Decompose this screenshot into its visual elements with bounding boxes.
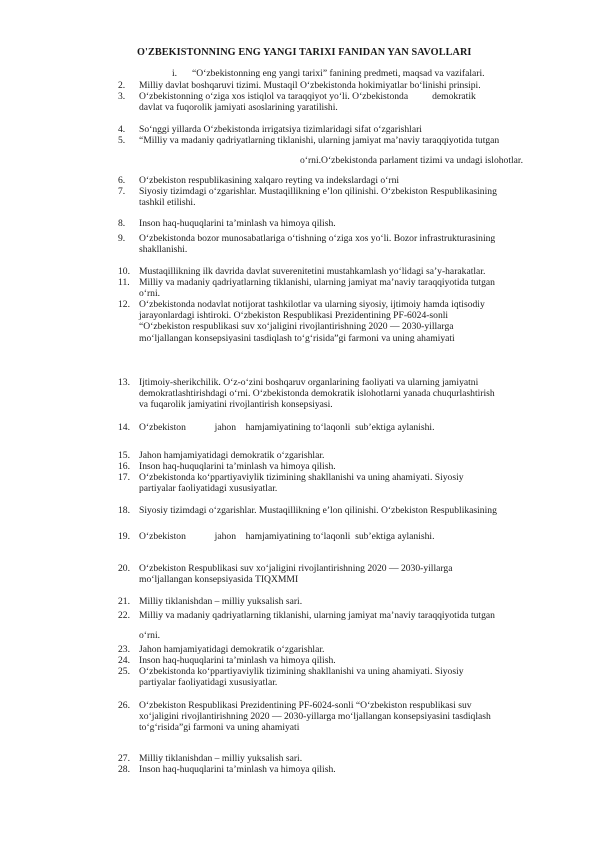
question-text-line: Inson haq-huquqlarini ta’minlash va himoya qilish. <box>139 655 336 666</box>
question-number: 10. <box>118 266 130 277</box>
question-number: 2. <box>118 80 126 91</box>
question-text-line: O‘zbekiston jahon hamjamiyatining to‘laqonli sub’ektiga aylanishi. <box>139 531 435 542</box>
question-text <box>139 764 559 775</box>
question-text <box>139 175 559 186</box>
question-text-line: O‘zbekistonning o‘ziga xos istiqlol va taraqqiyot yo‘li. O‘zbekistonda demokratik <box>139 91 476 102</box>
question-number: 26. <box>118 700 130 711</box>
question-number: 19. <box>118 531 130 542</box>
question-text <box>139 700 559 734</box>
question-text-line: So‘nggi yillarda O‘zbekistonda irrigatsiya tizimlaridagi sifat o‘zgarishlari <box>139 124 422 135</box>
question-number: i. <box>172 68 178 79</box>
question-number: 28. <box>118 764 130 775</box>
question-text-line: mo‘ljallangan konsepsiyasida TIQXMMI <box>139 574 299 586</box>
question-text <box>139 266 559 277</box>
question-number: 6. <box>118 175 126 186</box>
question-text-line: O‘zbekiston respublikasining xalqaro reyting va indekslardagi o‘rni <box>139 175 400 186</box>
question-number: 15. <box>118 450 130 461</box>
question-number: 20. <box>118 563 130 574</box>
question-text-line: jarayonlardagi ishtiroki. O‘zbekiston Respublikasi Prezidentining PF-6024-sonli <box>139 310 449 322</box>
question-number: 14. <box>118 422 130 433</box>
question-text-line: Inson haq-huquqlarini ta’minlash va himoya qilish. <box>139 218 336 229</box>
question-text-line: o‘rni. <box>139 288 161 300</box>
document-title: O'ZBEKISTONNING ENG YANGI TARIXI FANIDAN YAN SAVOLLARI <box>137 47 472 58</box>
question-text-line: partiyalar faoliyatidagi xususiyatlar. <box>139 677 278 689</box>
question-number: 25. <box>118 666 130 677</box>
question-1 <box>172 68 485 79</box>
question-text-line: to‘g‘risida”gi farmoni va uning ahamiyati <box>139 722 300 734</box>
question-number: 18. <box>118 505 130 516</box>
question-text-line: Siyosiy tizimdagi o‘zgarishlar. Mustaqillikning e’lon qilinishi. O‘zbekiston Respublikasining <box>139 186 497 197</box>
question-text <box>139 91 559 113</box>
question-text-line: demokratlashtirishdagi o‘rni. O‘zbekistonda demokratik islohotlarni yanada chuqurlashtirish <box>139 388 495 400</box>
question-text-line: Mustaqillikning ilk davrida davlat suverenitetini mustahkamlash yo‘lidagi sa’y-harakatlar. <box>139 266 486 277</box>
question-text-line: Milliy davlat boshqaruvi tizimi. Mustaqil O‘zbekistonda hokimiyatlar bo‘linishi prinsipi. <box>139 80 481 91</box>
question-number: 7. <box>118 186 126 197</box>
question-text-line: O‘zbekistonda ko‘ppartiyaviylik tizimining shakllanishi va uning ahamiyati. Siyosiy <box>139 472 464 483</box>
question-text <box>139 563 559 585</box>
question-number: 12. <box>118 299 130 310</box>
question-text <box>139 753 559 764</box>
question-text-line: davlat va fuqorolik jamiyati asoslarining yaratilishi. <box>139 102 338 114</box>
question-text <box>139 596 559 607</box>
question-number: 17. <box>118 472 130 483</box>
question-text <box>139 124 559 135</box>
question-text-line: Inson haq-huquqlarini ta’minlash va himoya qilish. <box>139 764 336 775</box>
question-text-line: va fuqarolik jamiyatini rivojlantirish konsepsiyasi. <box>139 399 333 411</box>
question-text-line: shakllanishi. <box>139 244 188 256</box>
question-text-line: O‘zbekistonda bozor munosabatlariga o‘tishning o‘ziga xos yo‘li. Bozor infrastrukturasining <box>139 233 496 244</box>
question-number: 24. <box>118 655 130 666</box>
question-text-line: O‘zbekiston Respublikasi suv xo‘jaligini rivojlantirishning 2020 — 2030-yillarga <box>139 563 453 574</box>
question-text-line: O‘zbekiston Respublikasi Prezidentining PF-6024-sonli “O‘zbekiston respublikasi suv <box>139 700 472 711</box>
question-text <box>139 218 559 229</box>
question-text <box>139 531 559 542</box>
question-text-line: Milliy tiklanishdan – milliy yuksalish sari. <box>139 753 303 764</box>
question-text <box>139 377 559 411</box>
question-5-continuation: o‘rni.O‘zbekistonda parlament tizimi va undagi islohotlar. <box>300 155 523 166</box>
question-text <box>139 644 559 655</box>
question-text-line: O‘zbekiston jahon hamjamiyatining to‘laqonli sub’ektiga aylanishi. <box>139 422 435 433</box>
question-number: 27. <box>118 753 130 764</box>
question-text-line: partiyalar faoliyatidagi xususiyatlar. <box>139 483 278 495</box>
question-number: 22. <box>118 610 130 621</box>
question-number: 11. <box>118 277 130 288</box>
question-text-line: Ijtimoiy-sherikchilik. O‘z-o‘zini boshqaruv organlarining faoliyati va ularning jamiyatni <box>139 377 479 388</box>
question-number: 9. <box>118 233 126 244</box>
question-text-line: Jahon hamjamiyatidagi demokratik o‘zgarishlar. <box>139 644 325 655</box>
question-number: 8. <box>118 218 126 229</box>
question-text <box>139 655 559 666</box>
question-number: 16. <box>118 461 130 472</box>
question-text-line: Siyosiy tizimdagi o‘zgarishlar. Mustaqillikning e’lon qilinishi. O‘zbekiston Respublikasining <box>139 505 497 516</box>
question-text-line: mo‘ljallangan konsepsiyasini tasdiqlash to‘g‘risida”gi farmoni va uning ahamiyati <box>139 332 455 344</box>
question-text <box>139 505 559 516</box>
question-text-line: xo‘jaligini rivojlantirishning 2020 — 2030-yillarga mo‘ljallangan konsepsiyasini tasdiqlash <box>139 711 491 723</box>
question-text <box>139 233 559 255</box>
question-text <box>139 472 559 494</box>
question-number: 21. <box>118 596 130 607</box>
question-text <box>139 610 559 621</box>
question-text-line: Milliy va madaniy qadriyatlarning tiklanishi, ularning jamiyat ma’naviy taraqqiyotida tutgan <box>139 610 495 621</box>
question-number: 5. <box>118 135 126 146</box>
question-number: 13. <box>118 377 130 388</box>
question-text <box>139 422 559 433</box>
question-text-line: O‘zbekistonda ko‘ppartiyaviylik tizimining shakllanishi va uning ahamiyati. Siyosiy <box>139 666 464 677</box>
question-text-line: “Milliy va madaniy qadriyatlarning tiklanishi, ularning jamiyat ma’naviy taraqqiyotida tutgan <box>139 135 500 146</box>
question-text <box>139 666 559 688</box>
question-text-line: tashkil etilishi. <box>139 197 196 209</box>
question-text <box>139 80 559 91</box>
question-text <box>139 299 559 344</box>
question-text-line: “O‘zbekiston respublikasi suv xo‘jaligini rivojlantirishning 2020 — 2030-yillarga <box>139 321 454 333</box>
question-number: 23. <box>118 644 130 655</box>
question-text-line: Inson haq-huquqlarini ta’minlash va himoya qilish. <box>139 461 336 472</box>
question-text-line: Milliy tiklanishdan – milliy yuksalish sari. <box>139 596 303 607</box>
question-text-line: Jahon hamjamiyatidagi demokratik o‘zgarishlar. <box>139 450 325 461</box>
question-text-line: O‘zbekistonda nodavlat notijorat tashkilotlar va ularning siyosiy, ijtimoiy hamda iqtisodiy <box>139 299 485 310</box>
question-text <box>139 461 559 472</box>
question-text: “O‘zbekistonning eng yangi tarixi” fanining predmeti, maqsad va vazifalari. <box>192 68 485 79</box>
question-text-line: Milliy va madaniy qadriyatlarning tiklanishi, ularning jamiyat ma’naviy taraqqiyotida tutgan <box>139 277 495 288</box>
question-text <box>139 186 559 208</box>
question-number: 4. <box>118 124 126 135</box>
question-text <box>139 450 559 461</box>
question-22-continuation: o‘rni. <box>139 630 161 641</box>
question-number: 3. <box>118 91 126 102</box>
question-text <box>139 135 559 146</box>
question-text <box>139 277 559 299</box>
